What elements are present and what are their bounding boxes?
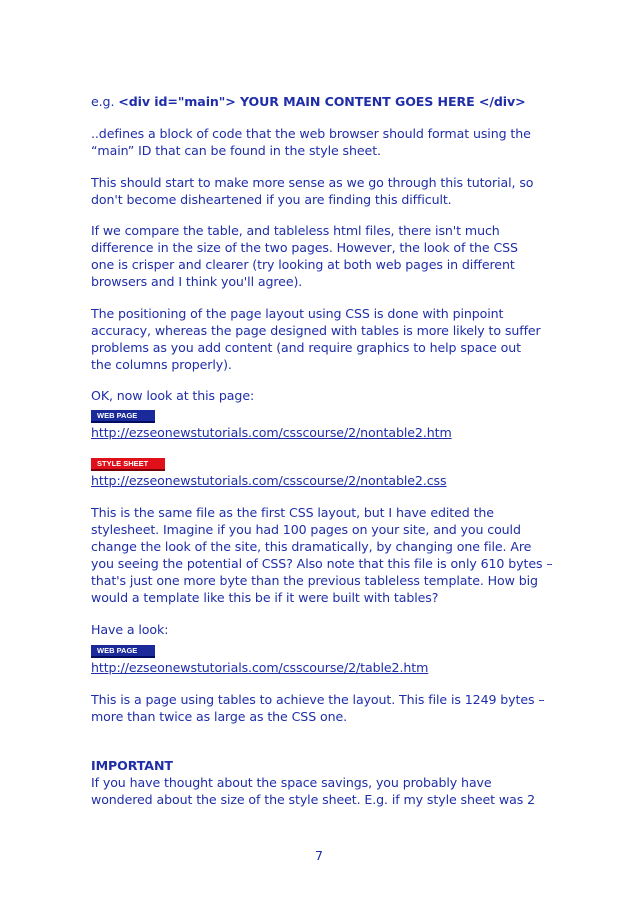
paragraph-line: more than twice as large as the CSS one. (91, 709, 348, 724)
example-prefix: e.g. (91, 94, 119, 109)
paragraph-line: This should start to make more sense as we go through this tutorial, so (91, 175, 534, 190)
page-number: 7 (314, 848, 323, 863)
web-page-badge: WEB PAGE (91, 645, 155, 658)
style-sheet-badge: STYLE SHEET (91, 458, 165, 471)
paragraph-line: ..defines a block of code that the web browser should format using the (91, 126, 531, 141)
paragraph-line: “main” ID that can be found in the style sheet. (91, 143, 381, 158)
paragraph-line: stylesheet. Imagine if you had 100 pages on your site, and you could (91, 522, 521, 537)
paragraph-line: would a template like this be if it were built with tables? (91, 590, 439, 605)
paragraph-line: you seeing the potential of CSS? Also note that this file is only 610 bytes – (91, 556, 553, 571)
paragraph-line: OK, now look at this page: (91, 388, 255, 403)
paragraph-line: If we compare the table, and tableless html files, there isn't much (91, 223, 500, 238)
paragraph-line: problems as you add content (and require graphics to help space out (91, 340, 522, 355)
nontable2-css-link[interactable]: http://ezseonewstutorials.com/csscourse/2/nontable2.css (91, 473, 447, 488)
paragraph-line: If you have thought about the space savings, you probably have (91, 775, 492, 790)
important-heading: IMPORTANT (91, 758, 173, 773)
example-code: <div id="main"> YOUR MAIN CONTENT GOES HERE </div> (118, 94, 526, 109)
paragraph-line: The positioning of the page layout using CSS is done with pinpoint (91, 306, 504, 321)
paragraph-line: change the look of the site, this dramatically, by changing one file. Are (91, 539, 532, 554)
paragraph-line: wondered about the size of the style sheet. E.g. if my style sheet was 2 (91, 792, 536, 807)
paragraph-line: This is the same file as the first CSS layout, but I have edited the (91, 505, 494, 520)
paragraph-line: Have a look: (91, 622, 169, 637)
paragraph-line: one is crisper and clearer (try looking at both web pages in different (91, 257, 515, 272)
table2-htm-link[interactable]: http://ezseonewstutorials.com/csscourse/2/table2.htm (91, 660, 429, 675)
paragraph-line: that's just one more byte than the previous tableless template. How big (91, 573, 538, 588)
web-page-badge: WEB PAGE (91, 410, 155, 423)
paragraph-line: accuracy, whereas the page designed with tables is more likely to suffer (91, 323, 541, 338)
nontable2-htm-link[interactable]: http://ezseonewstutorials.com/csscourse/2/nontable2.htm (91, 425, 452, 440)
paragraph-line: difference in the size of the two pages. However, the look of the CSS (91, 240, 518, 255)
paragraph-line: This is a page using tables to achieve the layout. This file is 1249 bytes – (91, 692, 545, 707)
paragraph-line: browsers and I think you'll agree). (91, 274, 303, 289)
paragraph-line: the columns properly). (91, 357, 232, 372)
paragraph-line: don't become disheartened if you are finding this difficult. (91, 192, 452, 207)
example-line (91, 93, 526, 110)
